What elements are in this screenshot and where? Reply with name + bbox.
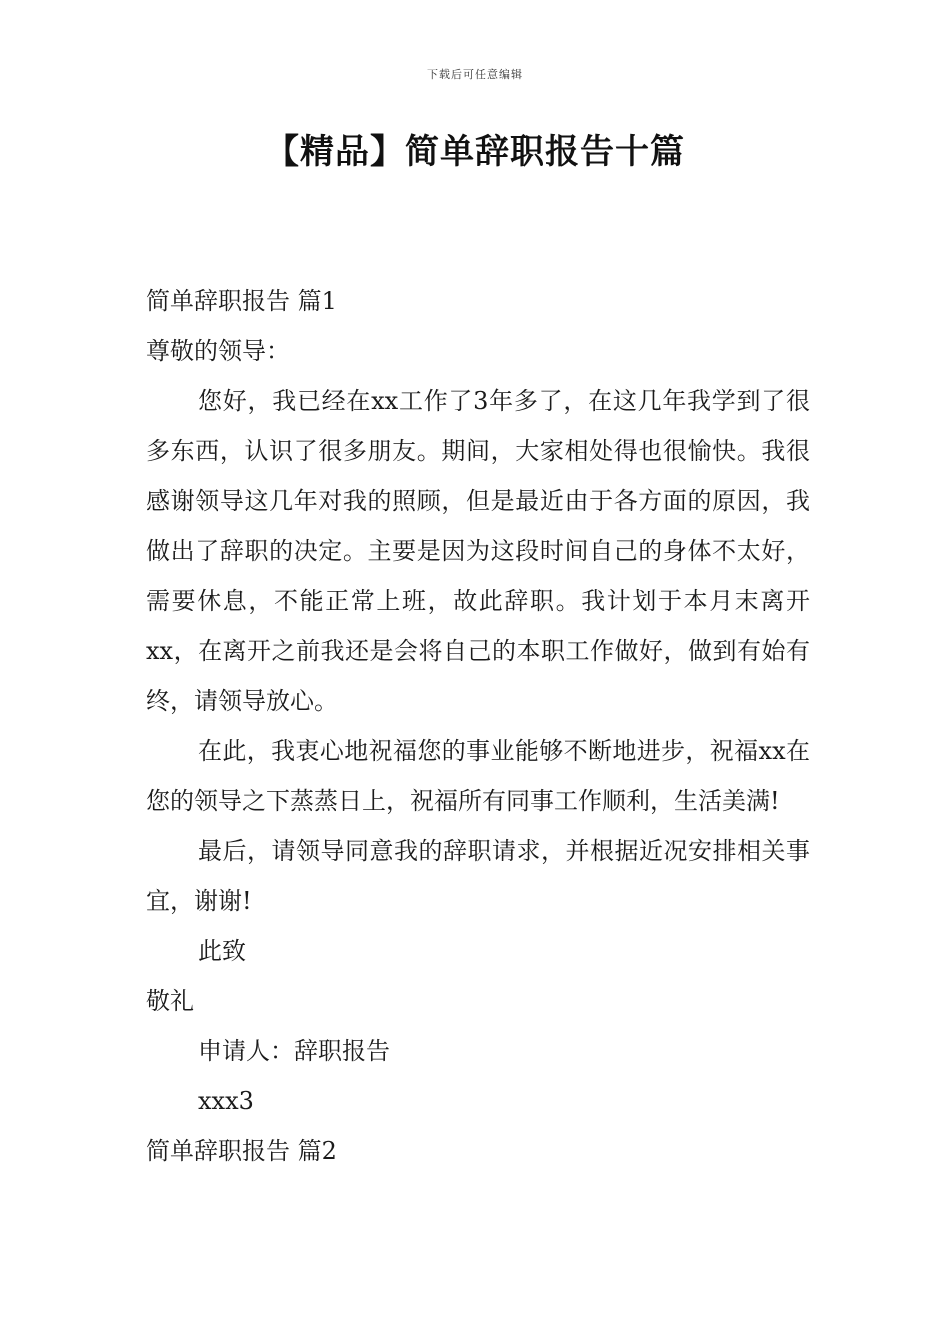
header-note: 下载后可任意编辑 [427, 68, 523, 81]
section-heading-2: 简单辞职报告 篇2 [146, 1137, 337, 1165]
body-paragraph-1: 您好，我已经在xx工作了3年多了，在这几年我学到了很多东西，认识了很多朋友。期间，大家相处得也很愉快。我很感谢领导这几年对我的照顾，但是最近由于各方面的原因，我做出了辞职的决定。主要是因为这段时间自己的身体不太好，需要休息，不能正常上班，故此辞职。我计划于本月末离开xx，在离开之前我还是会将自己的本职工作做好，做到有始有终，请领导放心。 [146, 387, 810, 715]
section-heading-1: 简单辞职报告 篇1 [146, 287, 337, 315]
closing-line: 此致 [198, 937, 246, 965]
document-body [146, 276, 810, 1176]
body-paragraph-2: 在此，我衷心地祝福您的事业能够不断地进步，祝福xx在您的领导之下蒸蒸日上，祝福所有同事工作顺利，生活美满! [146, 737, 810, 815]
regards-line: 敬礼 [146, 987, 194, 1015]
body-paragraph-3: 最后，请领导同意我的辞职请求，并根据近况安排相关事宜，谢谢! [146, 837, 810, 915]
applicant-line: 申请人：辞职报告 [198, 1037, 390, 1065]
salutation: 尊敬的领导： [146, 337, 290, 365]
signature-line: xxx3 [198, 1087, 254, 1115]
document-title: 【精品】简单辞职报告十篇 [265, 132, 685, 172]
